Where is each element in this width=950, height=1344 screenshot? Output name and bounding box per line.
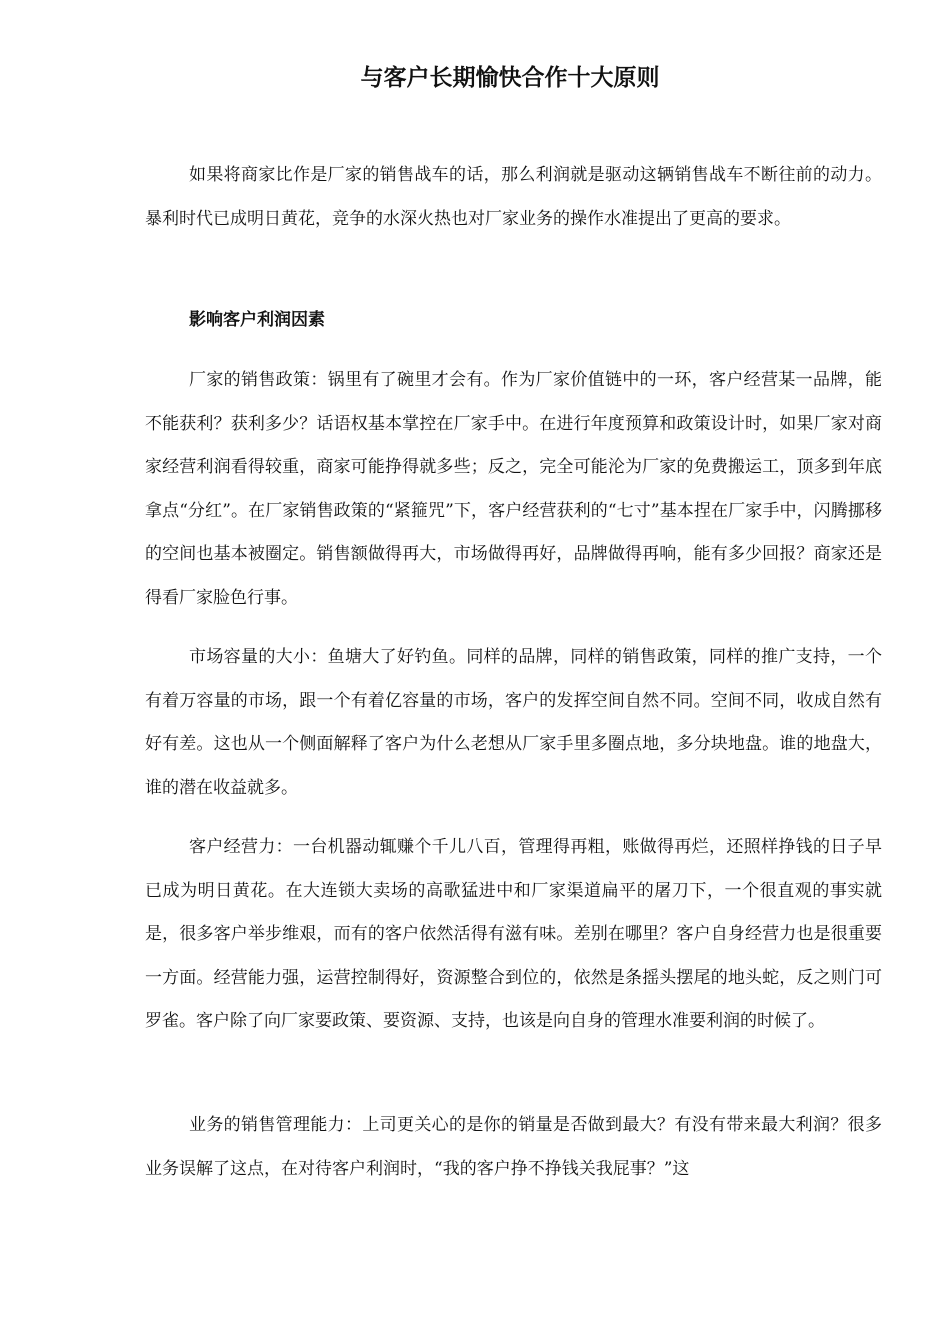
paragraph-market-capacity: 市场容量的大小：鱼塘大了好钓鱼。同样的品牌，同样的销售政策，同样的推广支持，一个有着万容量的市场，跟一个有着亿容量的市场，客户的发挥空间自然不同。空间不同，收成自然有好有差。这也从一个侧面解释了客户为什么老想从厂家手里多圈点地，多分块地盘。谁的地盘大，谁的潜在收益就多。 [145, 647, 882, 798]
paragraph-sales-management: 业务的销售管理能力：上司更关心的是你的销量是否做到最大？有没有带来最大利润？很多业务误解了这点，在对待客户利润时，“我的客户挣不挣钱关我屁事？”这 [145, 1115, 882, 1179]
paragraph-sales-policy: 厂家的销售政策：锅里有了碗里才会有。作为厂家价值链中的一环，客户经营某一品牌，能不能获利？获利多少？话语权基本掌控在厂家手中。在进行年度预算和政策设计时，如果厂家对商家经营利润看得较重，商家可能挣得就多些；反之，完全可能沦为厂家的免费搬运工，顶多到年底拿点“分红”。在厂家销售政策的“紧箍咒”下，客户经营获利的“七寸”基本捏在厂家手中，闪腾挪移的空间也基本被圈定。销售额做得再大，市场做得再好，品牌做得再响，能有多少回报？商家还是得看厂家脸色行事。 [145, 370, 882, 608]
document-title: 与客户长期愉快合作十大原则 [360, 65, 660, 91]
paragraph-customer-operation: 客户经营力：一台机器动辄赚个千儿八百，管理得再粗，账做得再烂，还照样挣钱的日子早已成为明日黄花。在大连锁大卖场的高歌猛进中和厂家渠道扁平的屠刀下，一个很直观的事实就是，很多客户举步维艰，而有的客户依然活得有滋有味。差别在哪里？客户自身经营力也是很重要一方面。经营能力强，运营控制得好，资源整合到位的，依然是条摇头摆尾的地头蛇，反之则门可罗雀。客户除了向厂家要政策、要资源、支持，也该是向自身的管理水准要利润的时候了。 [145, 837, 882, 1031]
intro-paragraph: 如果将商家比作是厂家的销售战车的话，那么利润就是驱动这辆销售战车不断往前的动力。暴利时代已成明日黄花，竞争的水深火热也对厂家业务的操作水准提出了更高的要求。 [145, 165, 882, 229]
section-heading: 影响客户利润因素 [189, 310, 325, 330]
